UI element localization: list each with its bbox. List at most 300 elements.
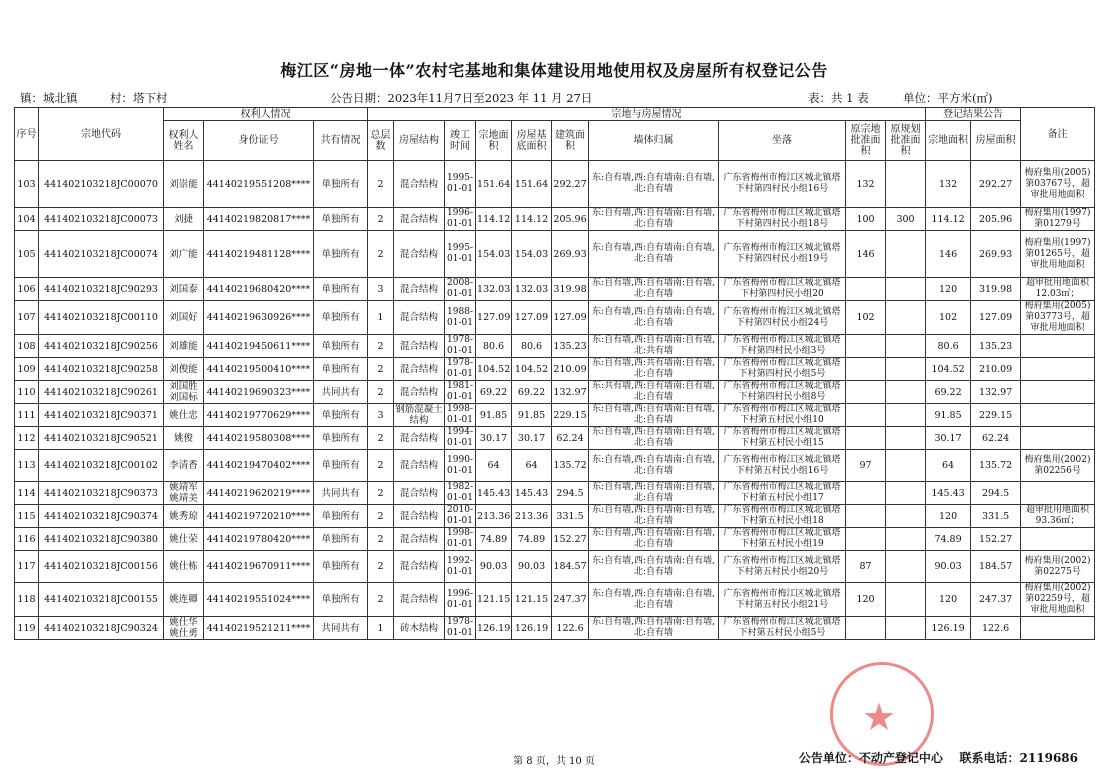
cell-reg-land: 114.12: [926, 208, 971, 231]
cell-structure: 混合结构: [394, 450, 445, 482]
cell-remark: 超审批用地面积12.03㎡；: [1021, 278, 1095, 301]
cell-build-area: 210.09: [552, 358, 589, 381]
cell-reg-land: 74.89: [926, 528, 971, 551]
cell-land-area: 114.12: [476, 208, 512, 231]
cell-parcel-code: 441402103218JC90380: [39, 528, 164, 551]
cell-build-area: 132.97: [552, 381, 589, 404]
cell-reg-house: 205.96: [971, 208, 1021, 231]
cell-structure: 混合结构: [394, 358, 445, 381]
cell-structure: 混合结构: [394, 231, 445, 278]
table-row: [15, 583, 1095, 617]
cell-orig-approved: [846, 404, 886, 427]
cell-base-area: 145.43: [512, 482, 552, 505]
header-share: 共有情况: [314, 121, 368, 161]
cell-build-area: 269.93: [552, 231, 589, 278]
cell-land-area: 213.36: [476, 505, 512, 528]
cell-base-area: 127.09: [512, 301, 552, 335]
cell-seq: 114: [15, 482, 39, 505]
cell-location: 广东省梅州市梅江区城北镇塔下村第四村民小组19号: [719, 231, 846, 278]
cell-structure: 混合结构: [394, 301, 445, 335]
cell-orig-approved: [846, 381, 886, 404]
cell-orig-planned: [886, 617, 926, 640]
cell-location: 广东省梅州市梅江区城北镇塔下村第五村民小组21号: [719, 583, 846, 617]
cell-id-no: 44140219450611****: [204, 335, 314, 358]
cell-holder-name: 刘雄能: [164, 335, 204, 358]
cell-id-no: 44140219720210****: [204, 505, 314, 528]
cell-land-area: 91.85: [476, 404, 512, 427]
cell-seq: 105: [15, 231, 39, 278]
cell-holder-name: 姚仕栋: [164, 551, 204, 583]
cell-id-no: 44140219630926****: [204, 301, 314, 335]
cell-floors: 2: [368, 161, 394, 208]
cell-holder-name: 姚仕荣: [164, 528, 204, 551]
table-row: [15, 161, 1095, 208]
cell-location: 广东省梅州市梅江区城北镇塔下村第四村民小组16号: [719, 161, 846, 208]
cell-location: 广东省梅州市梅江区城北镇塔下村第五村民小组20号: [719, 551, 846, 583]
cell-location: 广东省梅州市梅江区城北镇塔下村第四村民小组18号: [719, 208, 846, 231]
cell-orig-approved: 102: [846, 301, 886, 335]
announcement-date: 公告日期：2023年11月7日至2023 年 11 月 27日: [330, 91, 593, 105]
cell-orig-planned: [886, 583, 926, 617]
cell-holder-name: 姚俊: [164, 427, 204, 450]
cell-parcel-code: 441402103218JC90261: [39, 381, 164, 404]
cell-walls: 东:自有墙,西:自有墙南:自有墙,北:自有墙: [589, 583, 719, 617]
cell-land-area: 64: [476, 450, 512, 482]
cell-reg-land: 102: [926, 301, 971, 335]
cell-orig-planned: [886, 551, 926, 583]
header-build-area: 建筑面积: [552, 121, 589, 161]
cell-build-area: 229.15: [552, 404, 589, 427]
cell-id-no: 44140219780420****: [204, 528, 314, 551]
cell-seq: 118: [15, 583, 39, 617]
cell-base-area: 80.6: [512, 335, 552, 358]
cell-remark: [1021, 381, 1095, 404]
cell-orig-approved: [846, 358, 886, 381]
cell-build-area: 292.27: [552, 161, 589, 208]
cell-floors: 2: [368, 208, 394, 231]
cell-orig-approved: 120: [846, 583, 886, 617]
cell-remark: 梅府集用(1997)第01279号: [1021, 208, 1095, 231]
cell-build-area: 152.27: [552, 528, 589, 551]
cell-completion: 1990-01-01: [445, 450, 476, 482]
cell-orig-approved: 146: [846, 231, 886, 278]
cell-orig-approved: 132: [846, 161, 886, 208]
cell-orig-planned: [886, 381, 926, 404]
cell-id-no: 44140219551208****: [204, 161, 314, 208]
cell-orig-planned: [886, 528, 926, 551]
cell-completion: 1998-01-01: [445, 404, 476, 427]
table-body: [15, 161, 1095, 640]
cell-reg-house: 127.09: [971, 301, 1021, 335]
cell-share: 单独所有: [314, 404, 368, 427]
table-row: [15, 617, 1095, 640]
cell-parcel-code: 441402103218JC90373: [39, 482, 164, 505]
cell-floors: 2: [368, 358, 394, 381]
cell-parcel-code: 441402103218JC90521: [39, 427, 164, 450]
cell-build-area: 294.5: [552, 482, 589, 505]
cell-seq: 106: [15, 278, 39, 301]
cell-build-area: 319.98: [552, 278, 589, 301]
cell-share: 单独所有: [314, 335, 368, 358]
cell-reg-land: 126.19: [926, 617, 971, 640]
cell-build-area: 135.23: [552, 335, 589, 358]
footer-contact: [799, 749, 1078, 766]
cell-walls: 东:自有墙,西:自有墙南:自有墙,北:共有墙: [589, 335, 719, 358]
cell-holder-name: 姚秀琼: [164, 505, 204, 528]
cell-share: 单独所有: [314, 450, 368, 482]
table-row: [15, 231, 1095, 278]
cell-seq: 115: [15, 505, 39, 528]
cell-land-area: 74.89: [476, 528, 512, 551]
cell-remark: 梅府集用(2005)第03773号，超审批用地面积: [1021, 301, 1095, 335]
cell-location: 广东省梅州市梅江区城北镇塔下村第四村民小组5号: [719, 358, 846, 381]
cell-build-area: 331.5: [552, 505, 589, 528]
cell-remark: [1021, 358, 1095, 381]
table-row: [15, 528, 1095, 551]
cell-seq: 116: [15, 528, 39, 551]
seal-star-icon: ★: [862, 695, 897, 739]
cell-base-area: 69.22: [512, 381, 552, 404]
cell-orig-approved: [846, 427, 886, 450]
cell-completion: 1994-01-01: [445, 427, 476, 450]
cell-land-area: 121.15: [476, 583, 512, 617]
cell-seq: 104: [15, 208, 39, 231]
cell-base-area: 30.17: [512, 427, 552, 450]
cell-walls: 东:共有墙,西:自有墙南:自有墙,北:自有墙: [589, 381, 719, 404]
cell-holder-name: 刘崇能: [164, 161, 204, 208]
cell-remark: [1021, 528, 1095, 551]
cell-reg-land: 146: [926, 231, 971, 278]
header-reg-land: 宗地面积: [926, 121, 971, 161]
page-number: 第 8 页，共 10 页: [513, 756, 595, 767]
cell-walls: 东:自有墙,西:自有墙南:自有墙,北:自有墙: [589, 505, 719, 528]
cell-structure: 混合结构: [394, 482, 445, 505]
cell-floors: 3: [368, 404, 394, 427]
header-orig-planned: 原规划批准面积: [886, 121, 926, 161]
cell-location: 广东省梅州市梅江区城北镇塔下村第五村民小组15: [719, 427, 846, 450]
cell-walls: 东:自有墙,西:自有墙南:自有墙,北:自有墙: [589, 551, 719, 583]
header-walls: 墙体归属: [589, 121, 719, 161]
cell-walls: 东:自有墙,西:自有墙南:自有墙,北:自有墙: [589, 482, 719, 505]
cell-structure: 混合结构: [394, 427, 445, 450]
cell-reg-land: 104.52: [926, 358, 971, 381]
cell-base-area: 213.36: [512, 505, 552, 528]
cell-holder-name: 刘国好: [164, 301, 204, 335]
cell-reg-land: 120: [926, 505, 971, 528]
cell-id-no: 44140219620219****: [204, 482, 314, 505]
cell-reg-land: 64: [926, 450, 971, 482]
cell-orig-planned: [886, 278, 926, 301]
cell-parcel-code: 441402103218JC90324: [39, 617, 164, 640]
cell-share: 单独所有: [314, 231, 368, 278]
cell-completion: 1995-01-01: [445, 161, 476, 208]
cell-land-area: 151.64: [476, 161, 512, 208]
cell-orig-planned: [886, 404, 926, 427]
cell-reg-house: 269.93: [971, 231, 1021, 278]
cell-orig-planned: [886, 505, 926, 528]
cell-remark: 梅府集用(2002)第02275号: [1021, 551, 1095, 583]
cell-orig-planned: [886, 335, 926, 358]
cell-orig-planned: [886, 301, 926, 335]
cell-structure: 混合结构: [394, 278, 445, 301]
cell-location: 广东省梅州市梅江区城北镇塔下村第四村民小组24号: [719, 301, 846, 335]
cell-land-area: 127.09: [476, 301, 512, 335]
cell-orig-approved: [846, 335, 886, 358]
cell-holder-name: 姚仕忠: [164, 404, 204, 427]
header-seq: 序号: [15, 108, 39, 161]
cell-reg-house: 184.57: [971, 551, 1021, 583]
table-row: [15, 482, 1095, 505]
cell-location: 广东省梅州市梅江区城北镇塔下村第五村民小组5号: [719, 617, 846, 640]
cell-seq: 112: [15, 427, 39, 450]
cell-completion: 1978-01-01: [445, 335, 476, 358]
cell-orig-planned: [886, 161, 926, 208]
cell-walls: 东:自有墙,西:自有墙南:自有墙,北:自有墙: [589, 161, 719, 208]
cell-floors: 2: [368, 381, 394, 404]
cell-structure: 混合结构: [394, 161, 445, 208]
cell-location: 广东省梅州市梅江区城北镇塔下村第五村民小组10: [719, 404, 846, 427]
cell-location: 广东省梅州市梅江区城北镇塔下村第五村民小组19: [719, 528, 846, 551]
cell-share: 共同共有: [314, 617, 368, 640]
cell-floors: 2: [368, 231, 394, 278]
cell-id-no: 44140219481128****: [204, 231, 314, 278]
cell-completion: 1995-01-01: [445, 231, 476, 278]
cell-reg-land: 132: [926, 161, 971, 208]
cell-orig-planned: 300: [886, 208, 926, 231]
cell-seq: 109: [15, 358, 39, 381]
registration-table: [14, 107, 1095, 640]
cell-reg-house: 62.24: [971, 427, 1021, 450]
cell-reg-land: 91.85: [926, 404, 971, 427]
cell-holder-name: 刘俊能: [164, 358, 204, 381]
cell-completion: 1988-01-01: [445, 301, 476, 335]
cell-parcel-code: 441402103218JC90374: [39, 505, 164, 528]
cell-floors: 2: [368, 505, 394, 528]
cell-base-area: 121.15: [512, 583, 552, 617]
cell-walls: 东:自有墙,西:自有墙南:自有墙,北:自有墙: [589, 427, 719, 450]
cell-base-area: 151.64: [512, 161, 552, 208]
cell-parcel-code: 441402103218JC00073: [39, 208, 164, 231]
cell-completion: 1998-01-01: [445, 528, 476, 551]
cell-base-area: 132.03: [512, 278, 552, 301]
cell-walls: 东:自有墙,西:自有墙南:自有墙,北:自有墙: [589, 528, 719, 551]
header-land-area: 宗地面积: [476, 121, 512, 161]
cell-holder-name: 刘广能: [164, 231, 204, 278]
cell-share: 单独所有: [314, 551, 368, 583]
cell-reg-house: 292.27: [971, 161, 1021, 208]
cell-structure: 混合结构: [394, 583, 445, 617]
cell-land-area: 154.03: [476, 231, 512, 278]
cell-reg-house: 294.5: [971, 482, 1021, 505]
cell-remark: 梅府集用(2005)第03767号，超审批用地面积: [1021, 161, 1095, 208]
cell-floors: 2: [368, 528, 394, 551]
cell-share: 单独所有: [314, 208, 368, 231]
cell-id-no: 44140219680420****: [204, 278, 314, 301]
cell-walls: 东:自有墙,西:自有墙南:自有墙,北:自有墙: [589, 278, 719, 301]
cell-reg-land: 69.22: [926, 381, 971, 404]
cell-seq: 119: [15, 617, 39, 640]
cell-orig-approved: [846, 528, 886, 551]
cell-reg-house: 135.23: [971, 335, 1021, 358]
cell-floors: 2: [368, 551, 394, 583]
cell-parcel-code: 441402103218JC00156: [39, 551, 164, 583]
unit-label: 单位：平方米(㎡): [903, 91, 993, 105]
cell-seq: 108: [15, 335, 39, 358]
cell-land-area: 80.6: [476, 335, 512, 358]
cell-parcel-code: 441402103218JC90256: [39, 335, 164, 358]
header-id-no: 身份证号: [204, 121, 314, 161]
cell-seq: 110: [15, 381, 39, 404]
cell-floors: 1: [368, 617, 394, 640]
cell-parcel-code: 441402103218JC00070: [39, 161, 164, 208]
cell-walls: 东:自有墙,西:自有墙南:自有墙,北:自有墙: [589, 450, 719, 482]
cell-reg-land: 145.43: [926, 482, 971, 505]
cell-structure: 砖木结构: [394, 617, 445, 640]
cell-land-area: 69.22: [476, 381, 512, 404]
cell-floors: 2: [368, 427, 394, 450]
cell-orig-planned: [886, 482, 926, 505]
cell-walls: 东:自有墙,西:自有墙南:自有墙,北:自有墙: [589, 208, 719, 231]
table-row: [15, 301, 1095, 335]
cell-parcel-code: 441402103218JC00155: [39, 583, 164, 617]
cell-floors: 2: [368, 335, 394, 358]
cell-walls: 东:自有墙,西:共有墙南:自有墙,北:自有墙: [589, 358, 719, 381]
header-parcel-code: 宗地代码: [39, 108, 164, 161]
cell-land-area: 30.17: [476, 427, 512, 450]
cell-id-no: 44140219690323****: [204, 381, 314, 404]
cell-completion: 2008-01-01: [445, 278, 476, 301]
cell-completion: 1992-01-01: [445, 551, 476, 583]
cell-build-area: 127.09: [552, 301, 589, 335]
cell-location: 广东省梅州市梅江区城北镇塔下村第四村民小组20: [719, 278, 846, 301]
cell-parcel-code: 441402103218JC90293: [39, 278, 164, 301]
cell-holder-name: 姚靖军姚靖美: [164, 482, 204, 505]
cell-reg-house: 210.09: [971, 358, 1021, 381]
cell-remark: 梅府集用(2002)第02259号，超审批用地面积: [1021, 583, 1095, 617]
table-row: [15, 427, 1095, 450]
cell-build-area: 62.24: [552, 427, 589, 450]
cell-id-no: 44140219580308****: [204, 427, 314, 450]
cell-share: 单独所有: [314, 528, 368, 551]
cell-remark: [1021, 404, 1095, 427]
cell-base-area: 114.12: [512, 208, 552, 231]
table-row: [15, 208, 1095, 231]
cell-build-area: 247.37: [552, 583, 589, 617]
cell-share: 单独所有: [314, 505, 368, 528]
cell-reg-house: 229.15: [971, 404, 1021, 427]
cell-parcel-code: 441402103218JC00102: [39, 450, 164, 482]
cell-land-area: 126.19: [476, 617, 512, 640]
cell-holder-name: 刘国泰: [164, 278, 204, 301]
cell-reg-land: 120: [926, 278, 971, 301]
cell-completion: 2010-01-01: [445, 505, 476, 528]
issuer-label: 公告单位：不动产登记中心: [798, 751, 943, 765]
header-orig-approved: 原宗地批准面积: [846, 121, 886, 161]
table-row: [15, 278, 1095, 301]
cell-id-no: 44140219470402****: [204, 450, 314, 482]
cell-parcel-code: 441402103218JC90371: [39, 404, 164, 427]
cell-completion: 1996-01-01: [445, 208, 476, 231]
cell-land-area: 104.52: [476, 358, 512, 381]
cell-share: 共同共有: [314, 381, 368, 404]
cell-land-area: 90.03: [476, 551, 512, 583]
cell-walls: 东:自有墙,西:自有墙南:自有墙,北:自有墙: [589, 617, 719, 640]
cell-completion: 1978-01-01: [445, 617, 476, 640]
cell-orig-approved: 100: [846, 208, 886, 231]
cell-structure: 混合结构: [394, 528, 445, 551]
header-registration: 登记结果公告: [926, 108, 1021, 121]
cell-id-no: 44140219551024****: [204, 583, 314, 617]
header-right-holder: 权利人情况: [164, 108, 368, 121]
cell-reg-land: 120: [926, 583, 971, 617]
header-completion: 竣工时间: [445, 121, 476, 161]
cell-seq: 117: [15, 551, 39, 583]
page-title: 梅江区“房地一体”农村宅基地和集体建设用地使用权及房屋所有权登记公告: [280, 61, 828, 80]
table-row: [15, 551, 1095, 583]
cell-location: 广东省梅州市梅江区城北镇塔下村第五村民小组16号: [719, 450, 846, 482]
cell-reg-house: 135.72: [971, 450, 1021, 482]
cell-structure: 钢筋混凝土结构: [395, 404, 443, 426]
header-remark: 备注: [1021, 108, 1095, 161]
phone-label: 联系电话：2119686: [959, 751, 1078, 765]
cell-share: 单独所有: [314, 161, 368, 208]
town-label: 镇：城北镇: [20, 91, 78, 105]
cell-orig-approved: [846, 482, 886, 505]
cell-parcel-code: 441402103218JC00110: [39, 301, 164, 335]
cell-id-no: 44140219670911****: [204, 551, 314, 583]
cell-base-area: 64: [512, 450, 552, 482]
cell-parcel-code: 441402103218JC00074: [39, 231, 164, 278]
cell-location: 广东省梅州市梅江区城北镇塔下村第五村民小组17: [719, 482, 846, 505]
cell-orig-planned: [886, 358, 926, 381]
cell-reg-land: 80.6: [926, 335, 971, 358]
cell-base-area: 74.89: [512, 528, 552, 551]
table-row: [15, 505, 1095, 528]
cell-floors: 3: [368, 278, 394, 301]
header-land-house: 宗地与房屋情况: [368, 108, 926, 121]
cell-holder-name: 姚仕华姚仕勇: [164, 617, 204, 640]
cell-structure: 混合结构: [394, 505, 445, 528]
cell-share: 单独所有: [314, 301, 368, 335]
header-location: 坐落: [719, 121, 846, 161]
cell-share: 单独所有: [314, 427, 368, 450]
cell-base-area: 104.52: [512, 358, 552, 381]
table-row: [15, 358, 1095, 381]
cell-holder-name: 李清香: [164, 450, 204, 482]
sheet-count: 表：共 1 表: [808, 91, 869, 105]
cell-share: 单独所有: [314, 358, 368, 381]
cell-seq: 103: [15, 161, 39, 208]
cell-walls: 东:自有墙,西:自有墙南:自有墙,北:自有墙: [589, 301, 719, 335]
cell-orig-approved: [846, 505, 886, 528]
cell-orig-planned: [886, 231, 926, 278]
cell-remark: [1021, 617, 1095, 640]
cell-orig-approved: [846, 278, 886, 301]
cell-seq: 107: [15, 301, 39, 335]
cell-location: 广东省梅州市梅江区城北镇塔下村第四村民小组8号: [719, 381, 846, 404]
table-row: [15, 450, 1095, 482]
cell-structure: 混合结构: [394, 208, 445, 231]
cell-remark: [1021, 482, 1095, 505]
header-structure: 房屋结构: [394, 121, 445, 161]
cell-seq: 111: [15, 404, 39, 427]
cell-holder-name: 刘国胜刘国标: [164, 381, 204, 404]
cell-reg-house: 331.5: [971, 505, 1021, 528]
cell-structure: 混合结构: [394, 335, 445, 358]
cell-id-no: 44140219500410****: [204, 358, 314, 381]
cell-id-no: 44140219521211****: [204, 617, 314, 640]
cell-remark: 超审批用地面积93.36㎡；: [1021, 505, 1095, 528]
